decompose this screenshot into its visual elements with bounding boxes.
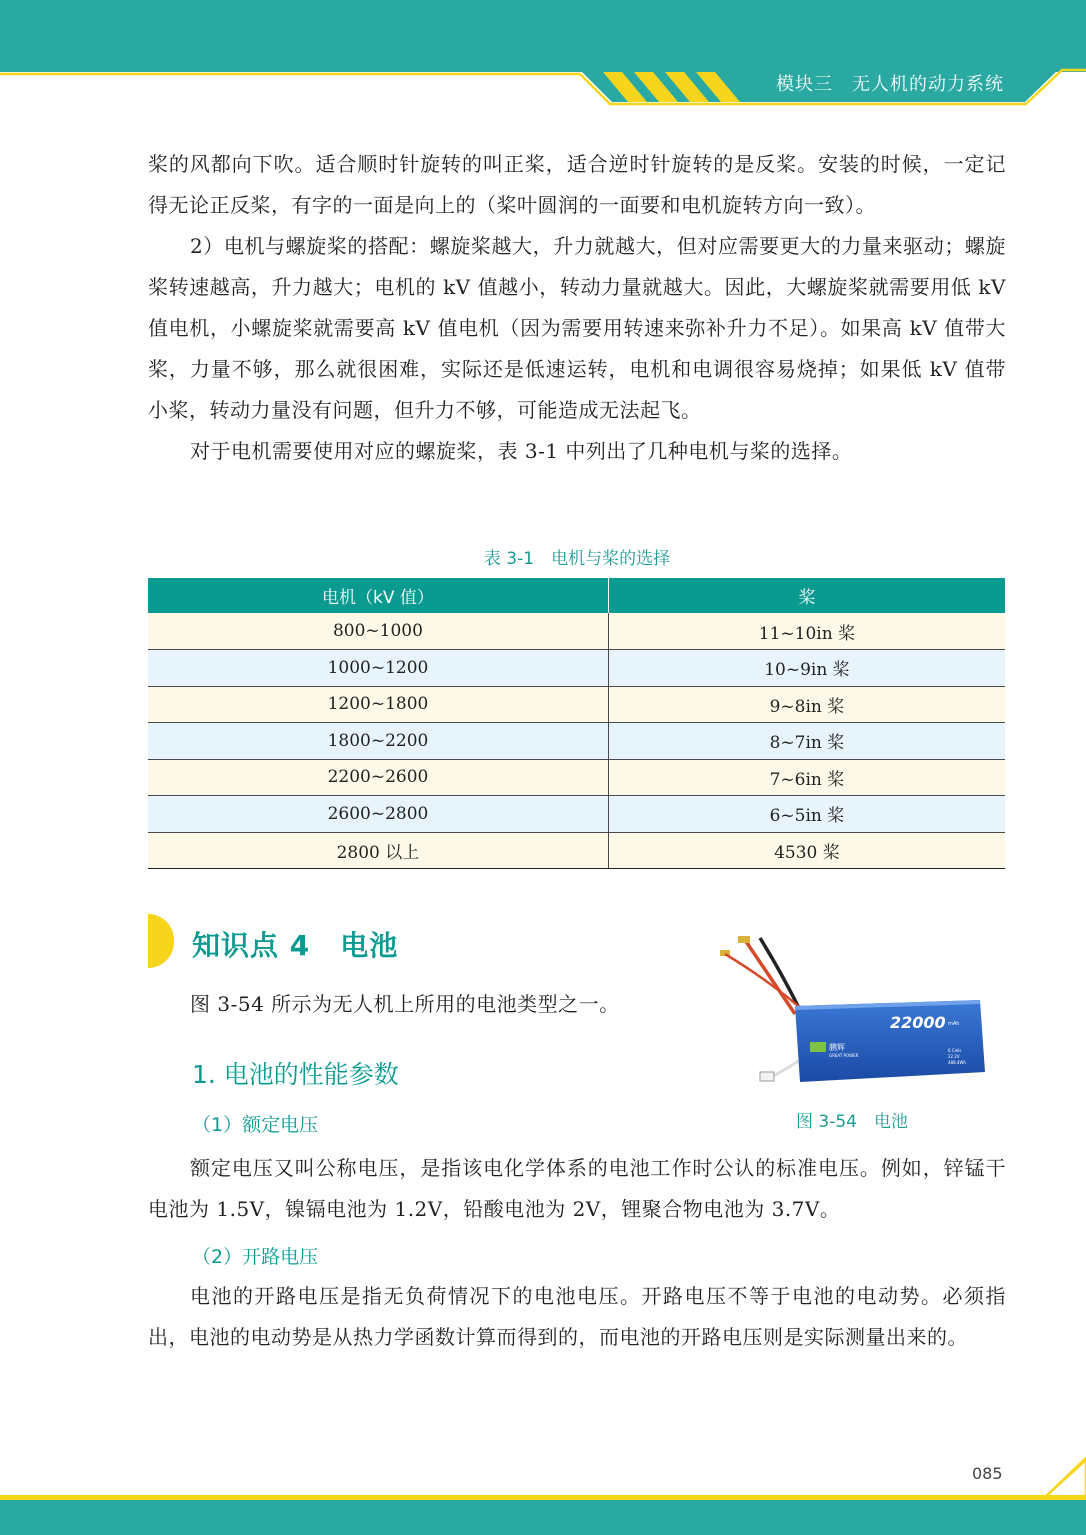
section-name: 电池	[340, 929, 399, 962]
table-row	[148, 650, 1005, 687]
battery-brand: 鹏辉	[829, 1043, 845, 1052]
footer-band	[0, 1440, 1086, 1535]
table-row	[148, 613, 1005, 650]
table-cell: 11~10in 桨	[608, 613, 1005, 650]
table-cell: 4530 桨	[608, 832, 1005, 869]
table-cell: 7~6in 桨	[608, 759, 1005, 796]
page-number: 085	[972, 1464, 1003, 1483]
table-cell: 800~1000	[148, 613, 608, 650]
body-text-top	[148, 144, 1006, 472]
battery-capacity: 22000	[890, 1013, 946, 1032]
table-row	[148, 723, 1005, 760]
brand-logo-icon	[810, 1042, 826, 1052]
paragraph: 2）电机与螺旋桨的搭配：螺旋桨越大，升力就越大，但对应需要更大的力量来驱动；螺旋桨转速越高，升力越大；电机的 kV 值越小，转动力量就越大。因此，大螺旋桨就需要用低 kV 值电机，小螺旋桨就需要高 kV 值电机（因为需要用转速来弥补升力不足）。如果高 kV 值带大桨，力量不够，那么就很困难，实际还是低速运转，电机和电调很容易烧掉；如果低 kV 值带小桨，转动力量没有问题，但升力不够，可能造成无法起飞。	[148, 234, 1006, 422]
paragraph: 额定电压又叫公称电压，是指该电化学体系的电池工作时公认的标准电压。例如，锌锰干电池为 1.5V，镍镉电池为 1.2V，铅酸电池为 2V，锂聚合物电池为 3.7V。	[148, 1156, 1006, 1221]
paragraph: 桨的风都向下吹。适合顺时针旋转的叫正桨，适合逆时针旋转的是反桨。安装的时候，一定记得无论正反桨，有字的一面是向上的（桨叶圆润的一面要和电机旋转方向一致）。	[148, 152, 1006, 217]
battery-image	[700, 932, 990, 1092]
paragraph: 图 3-54 所示为无人机上所用的电池类型之一。	[190, 992, 620, 1016]
section-intro	[148, 984, 688, 1025]
table-cell: 2800 以上	[148, 832, 608, 869]
subsection-title: 1. 电池的性能参数	[192, 1060, 399, 1089]
subsubsection-title: （2）开路电压	[192, 1246, 319, 1268]
table-header: 电机（kV 值）	[148, 578, 608, 613]
table-row	[148, 832, 1005, 869]
table-row	[148, 686, 1005, 723]
battery-unit: mAh	[948, 1021, 960, 1027]
table-cell: 10~9in 桨	[608, 650, 1005, 687]
table-cell: 9~8in 桨	[608, 686, 1005, 723]
table-cell: 6~5in 桨	[608, 796, 1005, 833]
table-cell: 1200~1800	[148, 686, 608, 723]
battery-brand-en: GREAT POWER	[829, 1053, 859, 1058]
table-cell: 1000~1200	[148, 650, 608, 687]
body-text-ocv	[148, 1276, 1006, 1358]
table-row	[148, 759, 1005, 796]
table-cell: 8~7in 桨	[608, 723, 1005, 760]
section-label: 知识点 4	[192, 929, 311, 962]
table-cell: 2200~2600	[148, 759, 608, 796]
section-marker	[148, 914, 174, 968]
subsubsection-title: （1）额定电压	[192, 1114, 319, 1136]
battery-spec: 488.4Wh	[948, 1060, 966, 1065]
battery-spec: 6 Cells	[948, 1048, 962, 1053]
paragraph: 对于电机需要使用对应的螺旋桨，表 3-1 中列出了几种电机与桨的选择。	[190, 439, 853, 463]
body-text-voltage	[148, 1148, 1006, 1230]
paragraph: 电池的开路电压是指无负荷情况下的电池电压。开路电压不等于电池的电动势。必须指出，电池的电动势是从热力学函数计算而得到的，而电池的开路电压则是实际测量出来的。	[148, 1284, 1006, 1349]
table-header: 桨	[608, 578, 1005, 613]
table-cell: 1800~2200	[148, 723, 608, 760]
motor-prop-table	[148, 578, 1005, 869]
table-cell: 2600~2800	[148, 796, 608, 833]
table-caption: 表 3-1 电机与桨的选择	[483, 549, 671, 569]
section-title	[192, 924, 398, 964]
figure-caption: 图 3-54 电池	[796, 1112, 908, 1132]
battery-spec: 22.2V	[948, 1054, 960, 1059]
running-header: 模块三 无人机的动力系统	[776, 74, 1004, 95]
table-row	[148, 796, 1005, 833]
